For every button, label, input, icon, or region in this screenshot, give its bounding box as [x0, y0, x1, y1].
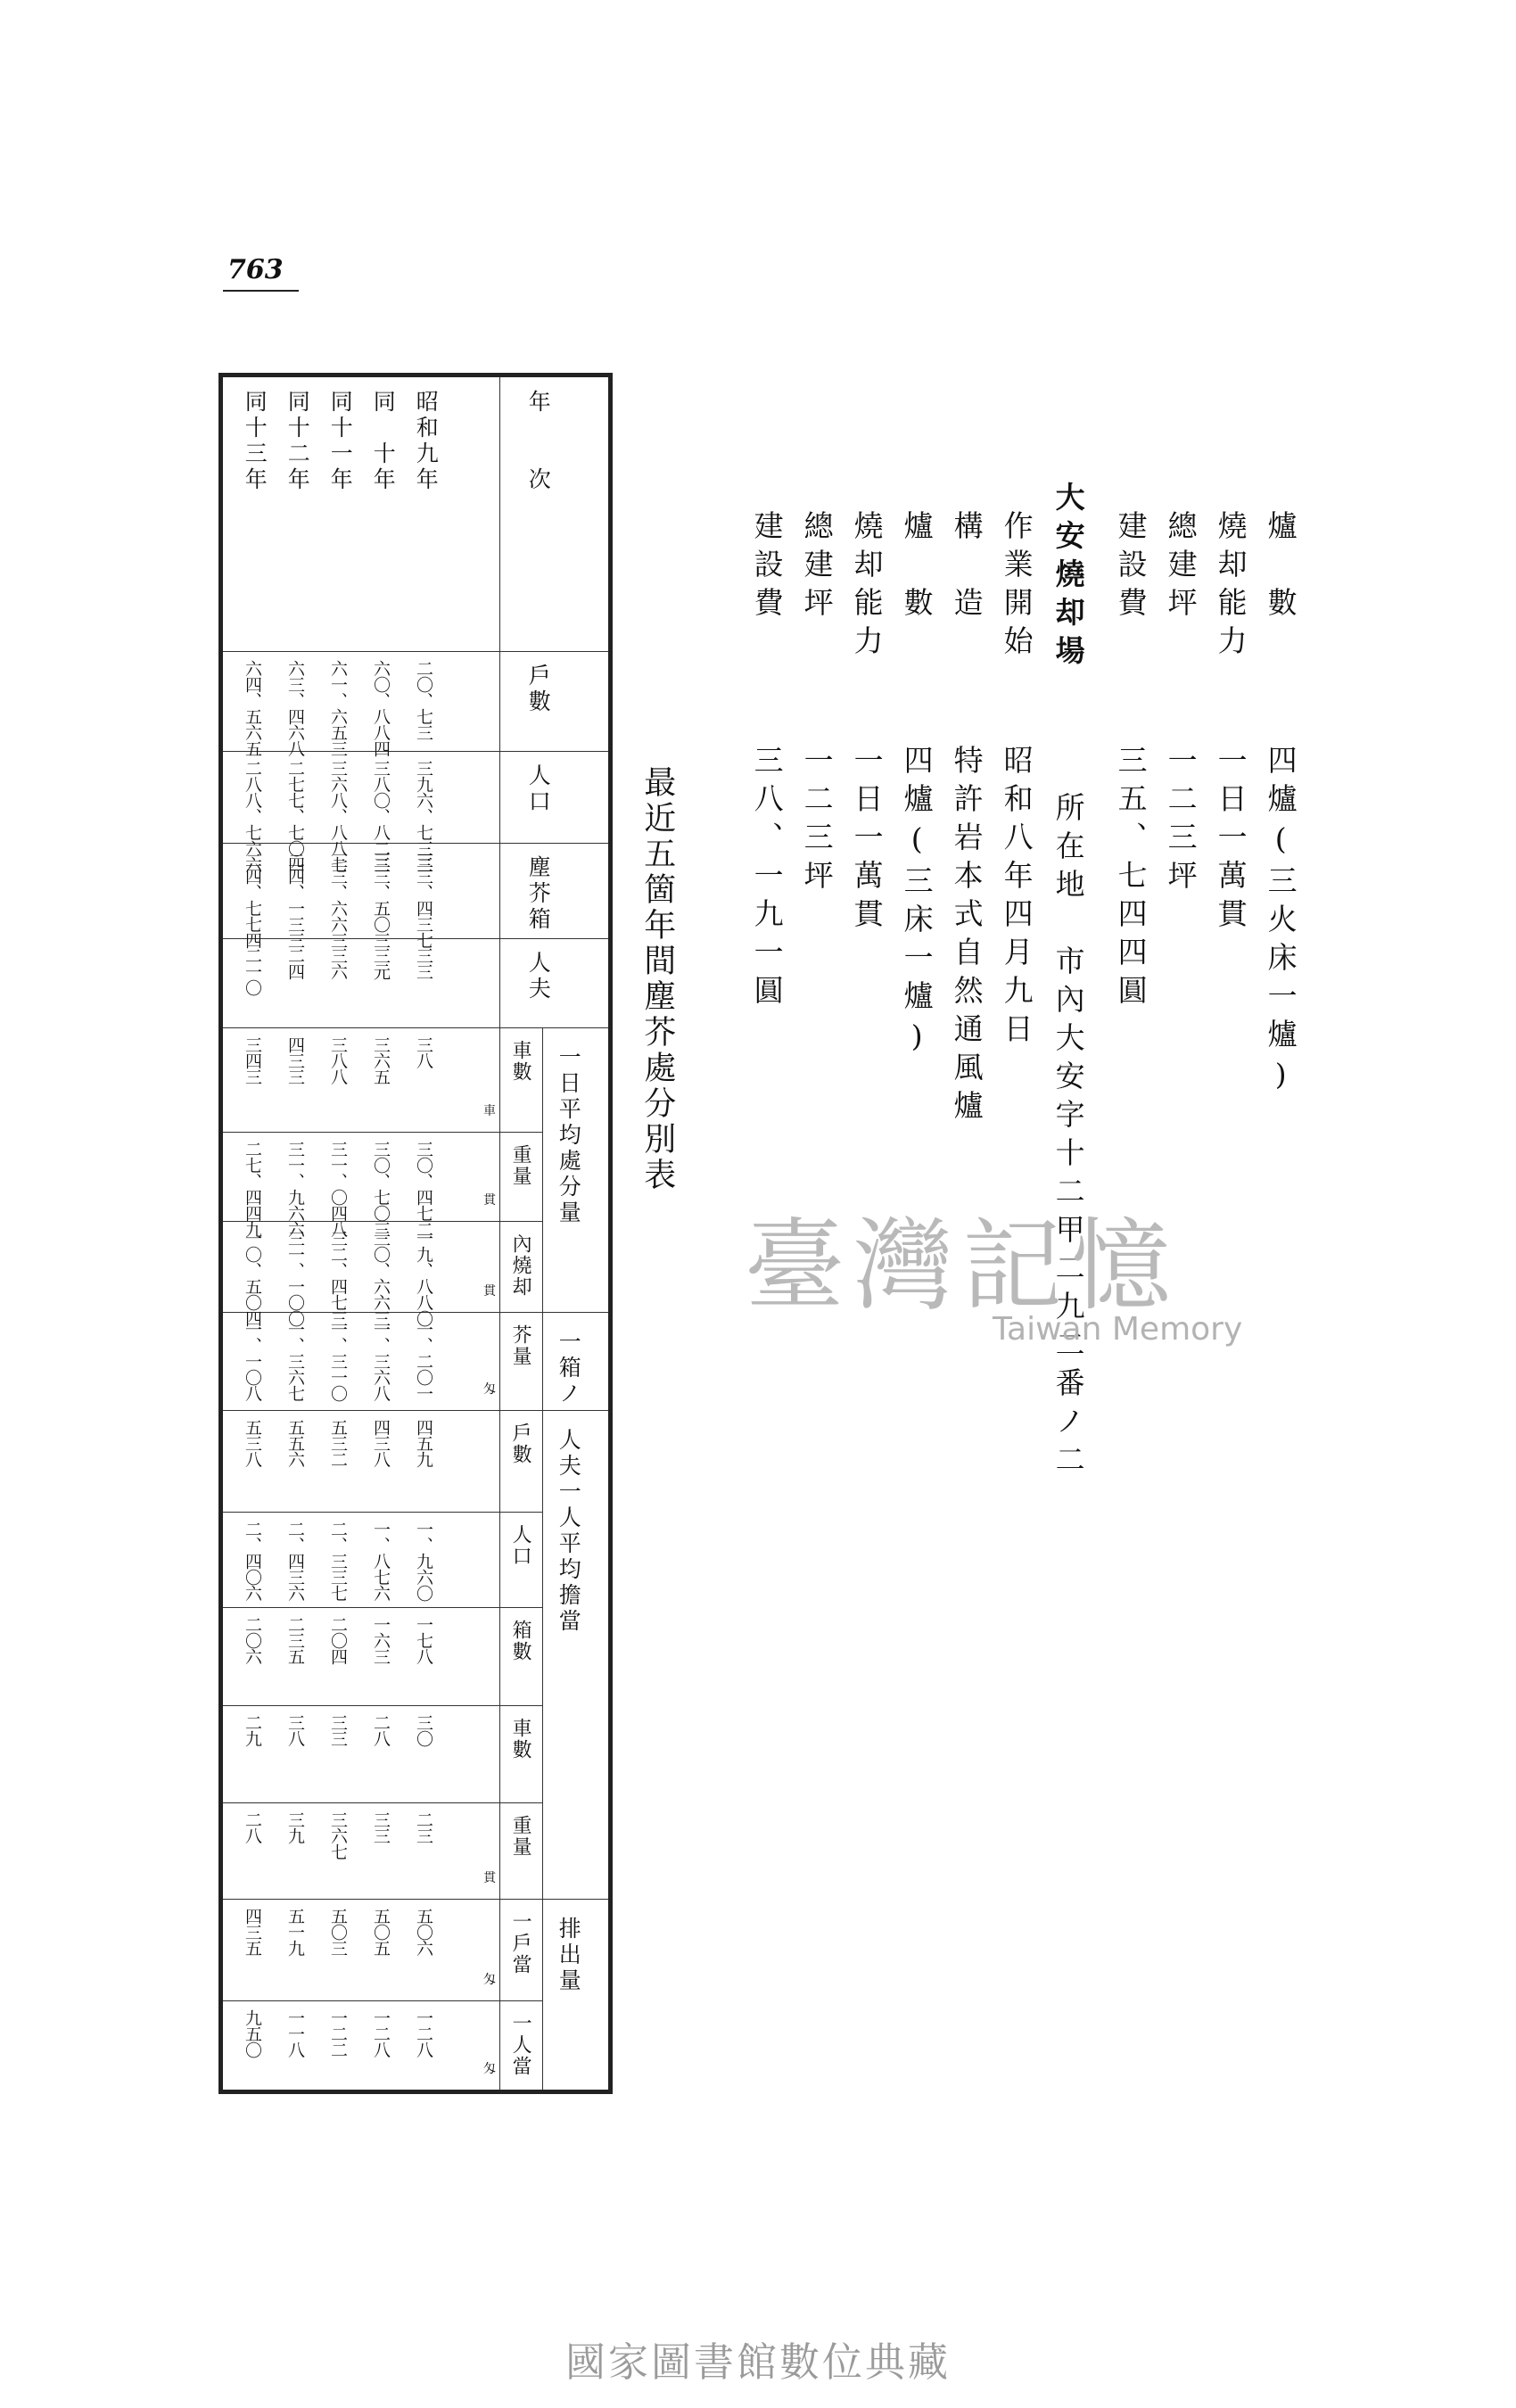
section-floor-value: 一二三坪 — [799, 745, 835, 898]
table-row-divider — [223, 1899, 608, 1900]
intro-floor-value: 一二三坪 — [1163, 745, 1199, 898]
unit-mark-weight: 貫 — [483, 1193, 496, 1208]
table-cell-pl-households: 五三八 — [242, 1419, 262, 1467]
table-cell-carts: 三六五 — [370, 1036, 391, 1084]
table-cell-households: 六三、四六八 — [284, 660, 305, 756]
waste-disposal-table — [218, 373, 613, 2094]
column-header-incinerated: 內燒却 — [509, 1233, 532, 1298]
table-cell-pl-boxes: 二三五 — [284, 1616, 305, 1664]
row-year: 同十二年 — [284, 390, 311, 493]
table-row-divider — [223, 1132, 542, 1133]
table-cell-per-household: 五〇六 — [413, 1908, 433, 1956]
table-cell-per-household: 四三五 — [242, 1908, 262, 1956]
table-cell-incinerated: 三二、四七三 — [327, 1230, 348, 1326]
column-header-boxes: 塵芥箱 — [525, 855, 552, 933]
unit-mark-per-household: 匁 — [483, 1973, 496, 1987]
section-capacity-label: 燒却能力 — [849, 510, 885, 664]
unit-mark-per-box: 匁 — [483, 1382, 496, 1397]
column-header-laborers: 人夫 — [525, 951, 552, 1002]
table-cell-pl-carts: 三三 — [327, 1714, 348, 1746]
table-cell-laborers: 三三 — [413, 947, 433, 979]
table-cell-population: 二七七、七〇四 — [284, 760, 305, 872]
table-cell-per-person: 一二八 — [413, 2009, 433, 2058]
row-year: 同十三年 — [242, 390, 268, 493]
group-divider — [542, 1899, 543, 2090]
group-header-emission-group: 排出量 — [556, 1917, 582, 1994]
table-cell-households: 六四、五六五 — [242, 660, 262, 756]
table-cell-per-household: 五〇三 — [327, 1908, 348, 1956]
column-header-pl-weight: 重量 — [509, 1815, 532, 1858]
table-cell-pl-carts: 二八 — [370, 1714, 391, 1746]
unit-mark-carts: 車 — [483, 1104, 496, 1118]
table-cell-carts: 三四三 — [242, 1036, 262, 1084]
section-cost-label: 建設費 — [749, 510, 785, 625]
intro-cost-label: 建設費 — [1113, 510, 1149, 625]
table-cell-pl-boxes: 一六三 — [370, 1616, 391, 1664]
table-cell-boxes: 三三、六六三 — [327, 852, 348, 948]
table-cell-carts: 三八 — [413, 1036, 433, 1068]
intro-cost-value: 三五、七四四圓 — [1113, 745, 1149, 1013]
table-cell-pl-households: 四五九 — [413, 1419, 433, 1467]
table-cell-carts: 三八八 — [327, 1036, 348, 1084]
intro-furnace-label: 爐 數 — [1263, 510, 1298, 625]
table-row-divider — [223, 751, 608, 752]
column-header-per-person: 一人當 — [509, 2013, 532, 2077]
column-header-per-household: 一戶當 — [509, 1911, 532, 1975]
table-cell-per-box: 一、二〇一 — [413, 1321, 433, 1401]
table-cell-laborers: 二四 — [284, 947, 305, 979]
table-cell-pl-population: 二、四三六 — [284, 1521, 305, 1601]
group-divider — [542, 1312, 543, 1410]
table-cell-pl-households: 五五六 — [284, 1419, 305, 1467]
table-cell-per-person: 一一八 — [284, 2009, 305, 2058]
table-cell-per-person: 一二八 — [370, 2009, 391, 2058]
intro-furnace-value: 四爐(三火床一爐) — [1263, 745, 1298, 1101]
group-header-per-laborer-group: 人夫一人平均擔當 — [556, 1428, 582, 1635]
table-cell-population: 三九六、七三三 — [413, 760, 433, 872]
table-cell-households: 六〇、八八四 — [370, 660, 391, 756]
structure-label: 構 造 — [949, 510, 985, 625]
table-cell-laborers: 三六 — [327, 947, 348, 979]
table-cell-pl-weight: 三九 — [284, 1811, 305, 1843]
row-year: 同 十年 — [370, 390, 397, 493]
table-cell-weight: 三一、九六六 — [284, 1141, 305, 1237]
table-cell-pl-carts: 三八 — [284, 1714, 305, 1746]
table-row-divider — [223, 2000, 542, 2001]
row-year: 昭和九年 — [413, 390, 440, 493]
table-cell-per-household: 五一九 — [284, 1908, 305, 1956]
table-row-divider — [223, 1802, 542, 1803]
column-header-pl-households: 戶數 — [509, 1423, 532, 1465]
table-cell-pl-weight: 三三 — [370, 1811, 391, 1843]
watermark-chinese: 臺灣記憶 — [745, 1208, 1180, 1324]
intro-floor-label: 總建坪 — [1163, 510, 1199, 625]
group-header-daily-group: 一日平均處分量 — [556, 1045, 582, 1226]
table-cell-pl-weight: 三六七 — [327, 1811, 348, 1860]
unit-mark-incinerated: 貫 — [483, 1284, 496, 1299]
table-cell-per-person: 一二二 — [327, 2009, 348, 2058]
section-furnace-value: 四爐(三床一爐) — [899, 745, 935, 1062]
section-furnace-label: 爐 數 — [899, 510, 935, 625]
column-header-pl-carts: 車數 — [509, 1718, 532, 1761]
table-cell-households: 二〇、七三 — [413, 660, 433, 740]
table-row-divider — [223, 1607, 542, 1608]
table-row-divider — [223, 1705, 542, 1706]
column-header-year: 年 次 — [525, 390, 552, 493]
table-title: 最近五箇年間塵芥處分別表 — [639, 765, 676, 1193]
table-cell-pl-population: 一、八七六 — [370, 1521, 391, 1601]
intro-capacity-value: 一日一萬貫 — [1213, 745, 1248, 936]
column-header-pl-boxes: 箱數 — [509, 1620, 532, 1662]
footer-credit: 國家圖書館數位典藏 — [564, 2338, 951, 2386]
column-header-pl-population: 人口 — [509, 1524, 532, 1567]
table-cell-boxes: 二四、一三三 — [284, 852, 305, 948]
table-cell-per-person: 九五〇 — [242, 2009, 262, 2058]
structure-value: 特許岩本式自然通風爐 — [949, 745, 985, 1128]
table-cell-per-household: 五〇五 — [370, 1908, 391, 1956]
unit-mark-pl-weight: 貫 — [483, 1871, 496, 1885]
table-cell-pl-weight: 二三 — [413, 1811, 433, 1843]
table-cell-laborers: 二一〇 — [242, 947, 262, 995]
table-cell-population: 二八八、七六六 — [242, 760, 262, 872]
table-cell-pl-boxes: 二〇四 — [327, 1616, 348, 1664]
page-number-rule — [223, 290, 299, 292]
table-row-divider — [223, 651, 608, 652]
header-separator — [499, 377, 500, 2090]
table-cell-weight: 二七、四四九 — [242, 1141, 262, 1237]
table-cell-boxes: 二四、七七四 — [242, 852, 262, 948]
table-cell-incinerated: 一九、八八〇 — [413, 1230, 433, 1326]
table-cell-per-box: 一、三一〇 — [327, 1321, 348, 1401]
watermark-english: Taiwan Memory — [993, 1311, 1243, 1348]
table-cell-laborers: 三元 — [370, 947, 391, 979]
table-row-divider — [223, 1410, 608, 1411]
page-number: 763 — [227, 254, 284, 285]
table-cell-carts: 四三三 — [284, 1036, 305, 1084]
table-cell-pl-carts: 二九 — [242, 1714, 262, 1746]
table-cell-per-box: 一、一〇八 — [242, 1321, 262, 1401]
table-cell-weight: 三〇、七〇三 — [370, 1141, 391, 1237]
table-cell-pl-boxes: 一七八 — [413, 1616, 433, 1664]
intro-capacity-label: 燒却能力 — [1213, 510, 1248, 664]
section-capacity-value: 一日一萬貫 — [849, 745, 885, 936]
column-header-households: 戶數 — [525, 664, 552, 715]
table-cell-boxes: 三三、四三七 — [413, 852, 433, 948]
section-floor-label: 總建坪 — [799, 510, 835, 625]
table-row-divider — [223, 1027, 608, 1028]
group-divider — [542, 1410, 543, 1899]
table-cell-weight: 三〇、四七二 — [413, 1141, 433, 1237]
row-year: 同十一年 — [327, 390, 354, 493]
group-divider — [542, 1027, 543, 1312]
table-cell-boxes: 三三、五〇三 — [370, 852, 391, 948]
table-cell-incinerated: 三〇、六六三 — [370, 1230, 391, 1326]
group-header-per-box-group: 一箱ノ — [556, 1330, 582, 1407]
column-header-weight: 重量 — [509, 1144, 532, 1187]
table-row-divider — [223, 1512, 542, 1513]
column-header-population: 人口 — [525, 763, 552, 815]
table-cell-pl-population: 二、三三七 — [327, 1521, 348, 1601]
table-cell-pl-carts: 三〇 — [413, 1714, 433, 1746]
table-cell-population: 三八〇、八二三 — [370, 760, 391, 872]
table-cell-pl-population: 一、九六〇 — [413, 1521, 433, 1601]
table-cell-pl-households: 四三八 — [370, 1419, 391, 1467]
section-cost-value: 三八、一九一圓 — [749, 745, 785, 1013]
table-cell-weight: 三一、〇四八 — [327, 1141, 348, 1237]
table-cell-pl-population: 二、四〇六 — [242, 1521, 262, 1601]
table-cell-households: 六一、六五三 — [327, 660, 348, 756]
table-cell-pl-weight: 二八 — [242, 1811, 262, 1843]
table-cell-incinerated: 一〇、五〇四 — [242, 1230, 262, 1326]
table-cell-per-box: 一、三六八 — [370, 1321, 391, 1401]
column-header-carts: 車數 — [509, 1040, 532, 1083]
table-cell-pl-boxes: 二〇六 — [242, 1616, 262, 1664]
start-label: 作業開始 — [999, 510, 1034, 664]
table-cell-population: 三六八、八八七 — [327, 760, 348, 872]
table-cell-pl-households: 五三二 — [327, 1419, 348, 1467]
table-cell-incinerated: 三一、一〇〇 — [284, 1230, 305, 1326]
watermark — [745, 1186, 1244, 1382]
section-heading: 大安燒却場 — [1050, 482, 1086, 673]
column-header-per-box: 芥量 — [509, 1324, 532, 1367]
start-value: 昭和八年四月九日 — [999, 745, 1034, 1051]
unit-mark-per-person: 匁 — [483, 2062, 496, 2076]
table-cell-per-box: 一、三六七 — [284, 1321, 305, 1401]
section-location: 所在地 市內大安字十二甲二九二番ノ二 — [1050, 792, 1086, 1482]
